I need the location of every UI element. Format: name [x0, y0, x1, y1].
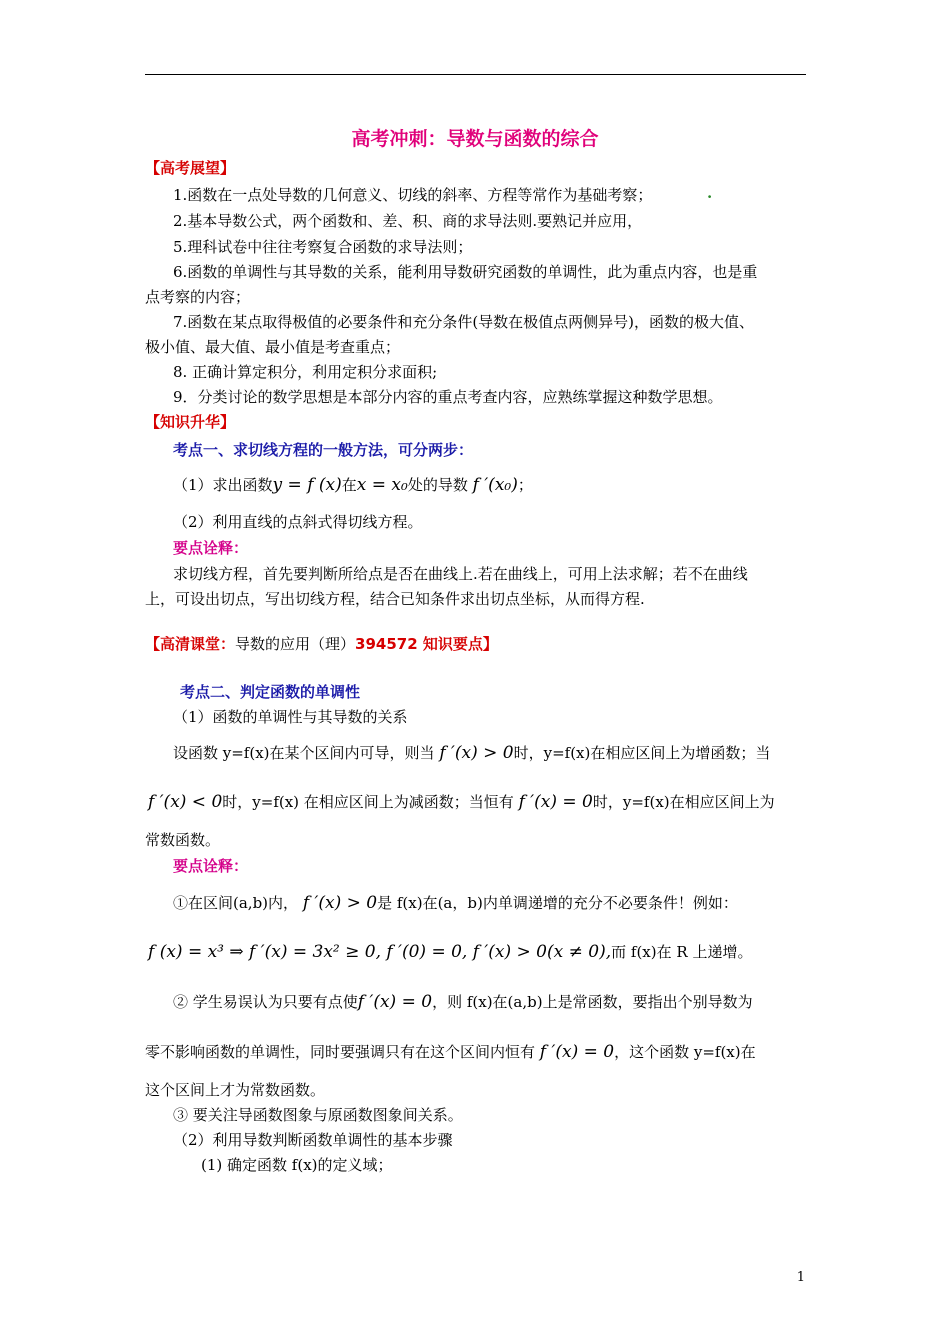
formula: f ′(x) > 0: [439, 743, 514, 763]
monotonic-paragraph-line: 常数函数。: [145, 831, 221, 849]
formula: f ′(x) = 0: [539, 1042, 615, 1062]
note-item-1-equation: f (x) = x³ ⇒ f ′(x) = 3x² ≥ 0, f ′(0) = 0, f ′(x) > 0(x ≠ 0),而 f(x)在 R 上递增。: [148, 942, 753, 962]
formula: f ′(x) > 0: [302, 893, 378, 913]
monotonic-paragraph-line: f ′(x) < 0时，y=f(x) 在相应区间上为减函数；当恒有 f ′(x) = 0时，y=f(x)在相应区间上为: [148, 792, 775, 812]
note-item-1: ①在区间(a,b)内， f ′(x) > 0是 f(x)在(a，b)内单调递增的充分不必要条件！例如：: [173, 893, 738, 913]
note-item-2: ② 学生易误认为只要有点使f ′(x) = 0，则 f(x)在(a,b)上是常函数，要指出个别导数为: [173, 992, 753, 1012]
outlook-line: 8. 正确计算定积分，利用定积分求面积;: [173, 363, 438, 381]
step-item: (1) 确定函数 f(x)的定义域；: [201, 1156, 393, 1174]
formula: f ′(x) < 0: [148, 792, 223, 812]
page-title: 高考冲刺：导数与函数的综合: [351, 128, 599, 150]
page-number: 1: [796, 1270, 805, 1285]
outlook-line: 7.函数在某点取得极值的必要条件和充分条件(导数在极值点两侧异号)，函数的极大值、: [173, 313, 755, 331]
formula: f ′(x) = 0: [357, 992, 433, 1012]
outlook-line: 1.函数在一点处导数的几何意义、切线的斜率、方程等常作为基础考察；: [173, 186, 653, 204]
outlook-line: 5.理科试卷中往往考察复合函数的求导法则；: [173, 238, 473, 256]
keypoint-1-step-2: （2）利用直线的点斜式得切线方程。: [173, 513, 423, 531]
keypoint-2-sub-2: （2）利用导数判断函数单调性的基本步骤: [173, 1131, 453, 1149]
formula: f ′(x₀): [472, 475, 518, 495]
outlook-line: 极小值、最大值、最小值是考查重点；: [145, 338, 401, 356]
note-label: 要点诠释：: [173, 539, 249, 557]
note-line: 上，可设出切点，写出切线方程，结合已知条件求出切点坐标，从而得方程.: [145, 590, 645, 608]
keypoint-2-title: 考点二、判定函数的单调性: [180, 683, 361, 701]
section-knowledge-heading: 【知识升华】: [145, 413, 236, 431]
monotonic-paragraph-line: 设函数 y=f(x)在某个区间内可导，则当 f ′(x) > 0时，y=f(x)在相应区间上为增函数；当: [173, 743, 771, 763]
note-item-2: 零不影响函数的单调性，同时要强调只有在这个区间内恒有 f ′(x) = 0，这个函数 y=f(x)在: [145, 1042, 756, 1062]
formula: x = x₀: [356, 475, 408, 495]
note-item-2: 这个区间上才为常数函数。: [145, 1081, 326, 1099]
section-outlook-heading: 【高考展望】: [145, 159, 236, 177]
class-reference: 【高清课堂：导数的应用（理）394572 知识要点】: [145, 635, 498, 653]
outlook-line: 2.基本导数公式，两个函数和、差、积、商的求导法则.要熟记并应用，: [173, 212, 643, 230]
keypoint-1-step-1: （1）求出函数y = f (x)在x = x₀处的导数 f ′(x₀)；: [173, 475, 533, 495]
keypoint-1-title: 考点一、求切线方程的一般方法，可分两步：: [173, 441, 474, 459]
outlook-line: 9．分类讨论的数学思想是本部分内容的重点考查内容，应熟练掌握这种数学思想。: [173, 388, 723, 406]
keypoint-2-sub-1: （1）函数的单调性与其导数的关系: [173, 708, 408, 726]
formula: f (x) = x³ ⇒ f ′(x) = 3x² ≥ 0, f ′(0) = 0, f ′(x) > 0(x ≠ 0),: [148, 942, 612, 962]
formula: y = f (x): [272, 475, 342, 495]
note-item-3: ③ 要关注导函数图象与原函数图象间关系。: [173, 1106, 463, 1124]
formula: f ′(x) = 0: [518, 792, 593, 812]
note-line: 求切线方程，首先要判断所给点是否在曲线上.若在曲线上，可用上法求解；若不在曲线: [173, 565, 748, 583]
outlook-line: 点考察的内容；: [145, 288, 251, 306]
outlook-line: 6.函数的单调性与其导数的关系，能利用导数研究函数的单调性，此为重点内容，也是重: [173, 263, 758, 281]
dot-mark: .: [707, 184, 713, 202]
note-label: 要点诠释：: [173, 857, 249, 875]
header-rule: [145, 74, 806, 75]
